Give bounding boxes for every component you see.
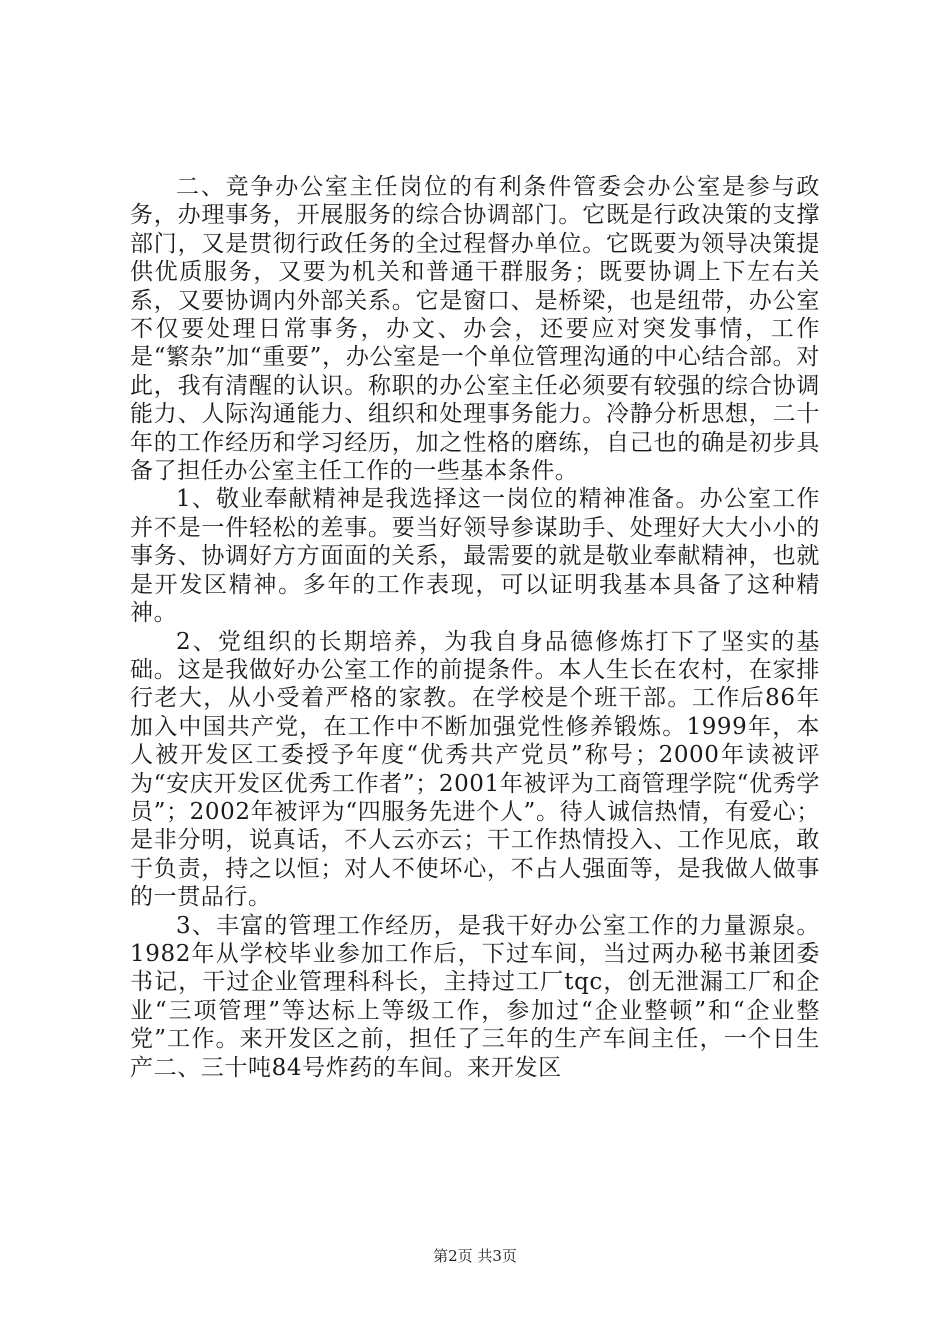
document-body	[130, 173, 820, 1082]
paragraph-4: 3、丰富的管理工作经历，是我干好办公室工作的力量源泉。1982年从学校毕业参加工作后，下过车间，当过两办秘书兼团委书记，干过企业管理科科长，主持过工厂tqc，创无泄漏工厂和企业“三项管理”等达标上等级工作，参加过“企业整顿”和“企业整党”工作。来开发区之前，担任了三年的生产车间主任，一个日生产二、三十吨84号炸药的车间。来开发区	[130, 912, 820, 1081]
paragraph-2: 1、敬业奉献精神是我选择这一岗位的精神准备。办公室工作并不是一件轻松的差事。要当好领导参谋助手、处理好大大小小的事务、协调好方方面面的关系，最需要的就是敬业奉献精神，也就是开发区精神。多年的工作表现，可以证明我基本具备了这种精神。	[130, 486, 820, 627]
paragraph-1: 二、竞争办公室主任岗位的有利条件管委会办公室是参与政务，办理事务，开展服务的综合协调部门。它既是行政决策的支撑部门，又是贯彻行政任务的全过程督办单位。它既要为领导决策提供优质服务，又要为机关和普通干群服务；既要协调上下左右关系，又要协调内外部关系。它是窗口、是桥梁，也是纽带，办公室不仅要处理日常事务，办文、办会，还要应对突发事情，工作是“繁杂”加“重要”，办公室是一个单位管理沟通的中心结合部。对此，我有清醒的认识。称职的办公室主任必须要有较强的综合协调能力、人际沟通能力、组织和处理事务能力。冷静分析思想，二十年的工作经历和学习经历，加之性格的磨练，自己也的确是初步具备了担任办公室主任工作的一些基本条件。	[130, 174, 820, 485]
page-footer: 第2页 共3页	[433, 1247, 517, 1265]
paragraph-3: 2、党组织的长期培养，为我自身品德修炼打下了坚实的基础。这是我做好办公室工作的前提条件。本人生长在农村，在家排行老大，从小受着严格的家教。在学校是个班干部。工作后86年加入中国共产党，在工作中不断加强党性修养锻炼。1999年，本人被开发区工委授予年度“优秀共产党员”称号；2000年读被评为“安庆开发区优秀工作者”；2001年被评为工商管理学院“优秀学员”；2002年被评为“四服务先进个人”。待人诚信热情，有爱心；是非分明，说真话，不人云亦云；干工作热情投入、工作见底，敢于负责，持之以恒；对人不使坏心，不占人强面等，是我做人做事的一贯品行。	[130, 628, 820, 911]
